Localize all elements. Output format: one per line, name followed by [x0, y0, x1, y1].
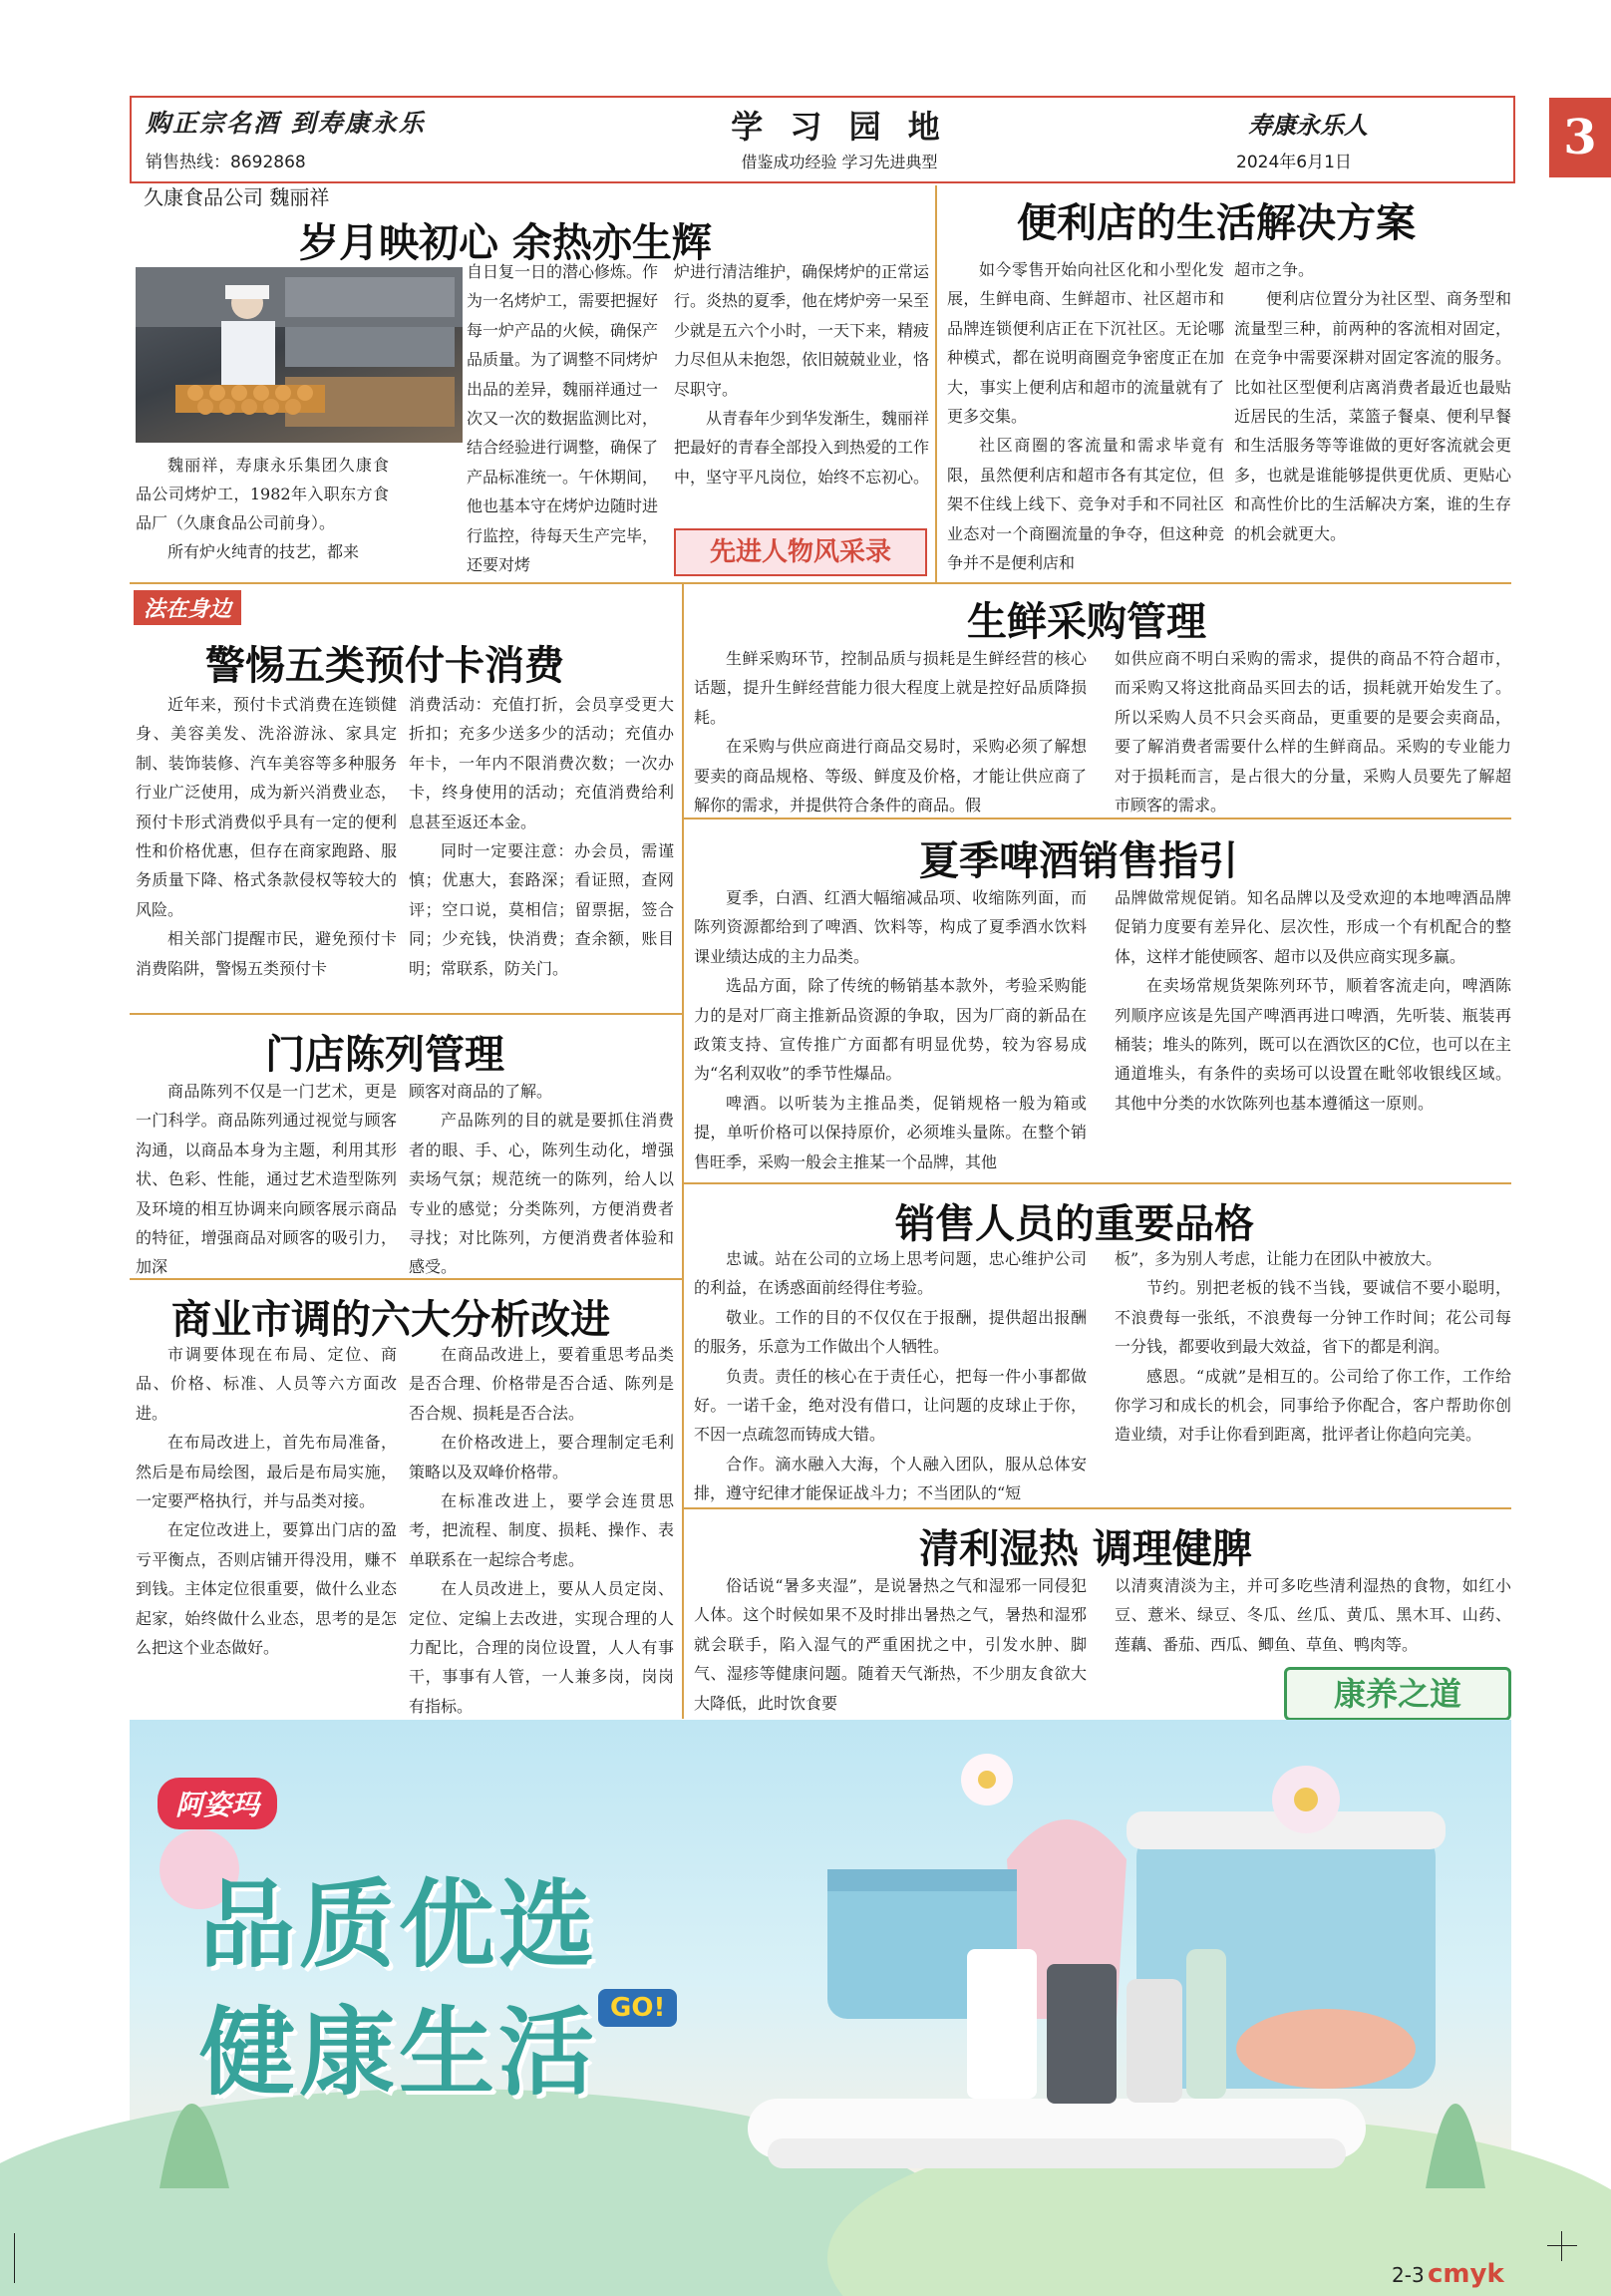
paragraph: 在卖场常规货架陈列环节，顺着客流走向，啤酒陈列顺序应该是先国产啤酒再进口啤酒，先听装、瓶装再桶装；堆头的陈列，既可以在酒饮区的C位，也可以在主通道堆头，有条件的卖场可以设置在毗邻收银线区域。其他中分类的水饮陈列也基本遵循这一原则。 — [1115, 976, 1511, 1113]
law-column-1 — [136, 690, 397, 983]
research-column-1 — [136, 1340, 397, 1662]
health-column-1 — [694, 1571, 1087, 1718]
paragraph: 敬业。工作的目的不仅仅在于报酬，提供超出报酬的服务，乐意为工作做出个人牺牲。 — [694, 1307, 1087, 1357]
fresh-column-1 — [694, 644, 1087, 820]
beer-column-2 — [1115, 883, 1511, 1118]
paragraph: 顾客对商品的了解。 — [409, 1082, 553, 1101]
beer-column-1 — [694, 883, 1087, 1176]
ad-banner — [130, 1720, 1511, 2198]
paragraph: 品牌做常规促销。知名品牌以及受欢迎的本地啤酒品牌促销力度要有差异化、层次性，形成一个有机配合的整体，这样才能使顾客、超市以及供应商实现多赢。 — [1115, 888, 1511, 966]
paragraph: 夏季，白酒、红酒大幅缩减品项、收缩陈列面，而陈列资源都给到了啤酒、饮料等，构成了夏季酒水饮料课业绩达成的主力品类。 — [694, 888, 1087, 966]
paragraph: 感恩。“成就”是相互的。公司给了你工作，工作给你学习和成长的机会，同事给予你配合，客户帮助你创造业绩，对手让你看到距离，批评者让你趋向完美。 — [1115, 1366, 1511, 1445]
beer-headline: 夏季啤酒销售指引 — [919, 837, 1238, 884]
convenience-headline: 便利店的生活解决方案 — [1017, 199, 1416, 246]
display-column-2 — [409, 1077, 674, 1282]
column-stamp: 先进人物风采录 — [674, 528, 927, 576]
paragraph: 在商品改进上，要着重思考品类是否合理、价格带是否合适、陈列是否合规、损耗是否合法。 — [409, 1345, 674, 1423]
paragraph: 板”，多为别人考虑，让能力在团队中被放大。 — [1115, 1249, 1443, 1268]
cmyk-mark: cmyk — [1428, 2259, 1504, 2289]
paragraph: 在采购与供应商进行商品交易时，采购必须了解想要卖的商品规格、等级、鲜度及价格，才能让供应商了解你的需求，并提供符合条件的商品。假 — [694, 737, 1087, 816]
brand-logo-text: 寿康永乐人 — [1248, 111, 1368, 140]
crop-mark — [14, 2233, 15, 2283]
page-number: 3 — [1549, 98, 1611, 177]
paragraph: 在标准改进上，要学会连贯思考，把流程、制度、损耗、操作、表单联系在一起综合考虑。 — [409, 1491, 674, 1569]
paragraph: 社区商圈的客流量和需求毕竟有限，虽然便利店和超市各有其定位，但架不住线上线下、竞争对手和不同社区业态对一个商圈流量的争夺，但这种竞争并不是便利店和 — [947, 436, 1224, 573]
fresh-column-2 — [1115, 644, 1511, 820]
paragraph: 近年来，预付卡式消费在连锁健身、美容美发、洗浴游泳、家具定制、装饰装修、汽车美容等多种服务行业广泛使用，成为新兴消费业态，预付卡形式消费似乎具有一定的便利性和价格优惠，但存在商家跑路、服务质量下降、格式条款侵权等较大的风险。 — [136, 695, 397, 919]
column-badge: 康养之道 — [1284, 1667, 1511, 1721]
divider — [130, 582, 1511, 584]
display-column-1 — [136, 1077, 397, 1282]
section-title: 学 习 园 地 — [731, 108, 948, 146]
crop-mark — [1547, 2245, 1577, 2246]
paragraph: 俗话说“暑多夹湿”，是说暑热之气和湿邪一同侵犯人体。这个时候如果不及时排出暑热之气，暑热和湿邪就会联手，陷入湿气的严重困扰之中，引发水肿、脚气、湿疹等健康问题。随着天气渐热，不少朋友食欲大大降低，此时饮食要 — [694, 1576, 1087, 1713]
divider — [682, 582, 684, 1719]
section-subtitle: 借鉴成功经验 学习先进典型 — [741, 153, 938, 171]
profile-column-3 — [674, 257, 929, 492]
paragraph: 从青春年少到华发渐生，魏丽祥把最好的青春全部投入到热爱的工作中，坚守平凡岗位，始终不忘初心。 — [674, 409, 930, 487]
research-headline: 商业市调的六大分析改进 — [171, 1296, 610, 1343]
paragraph: 炉进行清洁维护，确保烤炉的正常运行。炎热的夏季，他在烤炉旁一呆至少就是五六个小时，一天下来，精疲力尽但从未抱怨，依旧兢兢业业，恪尽职守。 — [674, 262, 930, 399]
paragraph: 在布局改进上，首先布局准备，然后是布局绘图，最后是布局实施，一定要严格执行，并与品类对接。 — [136, 1433, 397, 1511]
profile-headline: 岁月映初心 余热亦生辉 — [299, 219, 712, 266]
paragraph: 消费活动：充值打折，会员享受更大折扣；充多少送多少的活动；充值办年卡，一年内不限消费次数；一次办卡，终身使用的活动；充值消费给利息甚至返还本金。 — [409, 695, 674, 831]
paragraph: 在定位改进上，要算出门店的盈亏平衡点，否则店铺开得没用，赚不到钱。主体定位很重要，做什么业态起家，始终做什么业态，思考的是怎么把这个业态做好。 — [136, 1520, 397, 1658]
sales-column-1 — [694, 1244, 1087, 1508]
baker-illustration — [136, 267, 463, 443]
paragraph: 同时一定要注意：办会员，需谨慎；优惠大，套路深；看证照，查网评；空口说，莫相信；留票据，签合同；少充钱，快消费；查余额，账目明；常联系，防关门。 — [409, 841, 674, 978]
law-column-2 — [409, 690, 674, 983]
paragraph: 超市之争。 — [1234, 260, 1315, 279]
law-headline: 警惕五类预付卡消费 — [205, 642, 564, 689]
divider — [935, 185, 937, 582]
divider — [130, 1013, 682, 1015]
paragraph: 负责。责任的核心在于责任心，把每一件小事都做好。一诺千金，绝对没有借口，让问题的皮球止于你，不因一点疏忽而铸成大错。 — [694, 1366, 1087, 1445]
baker-photo — [136, 267, 463, 443]
paragraph: 选品方面，除了传统的畅销基本款外，考验采购能力的是对厂商主推新品资源的争取，因为厂商的新品在政策支持、宣传推广方面都有明显优势，较为容易成为“名利双收”的季节性爆品。 — [694, 976, 1087, 1084]
profile-column-2 — [467, 257, 658, 579]
issue-date: 2024年6月1日 — [1236, 153, 1352, 172]
paragraph: 生鲜采购环节，控制品质与损耗是生鲜经营的核心话题，提升生鲜经营能力很大程度上就是控好品质降损耗。 — [694, 649, 1087, 727]
caption-text: 魏丽祥，寿康永乐集团久康食品公司烤炉工，1982年入职东方食品厂（久康食品公司前身）。 — [136, 456, 389, 532]
masthead — [130, 96, 1597, 183]
ad-brand-logo: 阿姿玛 — [158, 1778, 277, 1829]
photo-caption — [136, 451, 389, 566]
paragraph: 在价格改进上，要合理制定毛利策略以及双峰价格带。 — [409, 1433, 674, 1481]
paragraph: 忠诚。站在公司的立场上思考问题，忠心维护公司的利益，在诱惑面前经得住考验。 — [694, 1249, 1087, 1298]
ad-slogan-line-1: 品质优选 — [199, 1869, 598, 1981]
sales-headline: 销售人员的重要品格 — [895, 1200, 1254, 1247]
crop-mark — [1561, 2231, 1562, 2261]
masthead-hotline: 销售热线：8692868 — [146, 153, 306, 172]
ad-slogan-line-2: 健康生活 — [199, 1997, 598, 2109]
paragraph: 便利店位置分为社区型、商务型和流量型三种，前两种的客流相对固定，在竞争中需要深耕对固定客流的服务。比如社区型便利店离消费者最近也最贴近居民的生活，菜篮子餐桌、便利早餐和生活服务等等谁做的更好客流就会更多，也就是谁能够提供更优质、更贴心和高性价比的生活解决方案，谁的生存的机会就更大。 — [1234, 289, 1511, 543]
paragraph: 以清爽清淡为主，并可多吃些清利湿热的食物，如红小豆、薏米、绿豆、冬瓜、丝瓜、黄瓜、黑木耳、山药、莲藕、番茄、西瓜、鲫鱼、草鱼、鸭肉等。 — [1115, 1576, 1511, 1654]
health-headline: 清利湿热 调理健脾 — [919, 1525, 1252, 1572]
divider — [682, 1182, 1511, 1184]
convenience-column-2 — [1234, 255, 1511, 548]
ad-go-sign: GO! — [598, 1989, 677, 2027]
research-column-2 — [409, 1340, 674, 1721]
paragraph: 在人员改进上，要从人员定岗、定位、定编上去改进，实现合理的人力配比，合理的岗位设置，人人有事干，事事有人管，一人兼多岗，岗岗有指标。 — [409, 1579, 674, 1716]
byline: 久康食品公司 魏丽祥 — [144, 185, 330, 209]
health-column-2 — [1115, 1571, 1511, 1659]
plate-number: 2-3 — [1392, 2263, 1425, 2287]
masthead-slogan: 购正宗名酒 到寿康永乐 — [146, 109, 426, 138]
paragraph: 相关部门提醒市民，避免预付卡消费陷阱，警惕五类预付卡 — [136, 929, 397, 978]
convenience-column-1 — [947, 255, 1224, 577]
sales-column-2 — [1115, 1244, 1511, 1450]
paragraph: 如供应商不明白采购的需求，提供的商品不符合超市，而采购又将这批商品买回去的话，损耗就开始发生了。所以采购人员不只会买商品，更重要的是要会卖商品，要了解消费者需要什么样的生鲜商品。采购的专业能力对于损耗而言，是占很大的分量，采购人员要先了解超市顾客的需求。 — [1115, 649, 1511, 816]
display-headline: 门店陈列管理 — [265, 1031, 504, 1078]
paragraph: 商品陈列不仅是一门艺术，更是一门科学。商品陈列通过视觉与顾客沟通，以商品本身为主题，利用其形状、色彩、性能，通过艺术造型陈列及环境的相互协调来向顾客展示商品的特征，增强商品对顾客的吸引力，加深 — [136, 1082, 397, 1277]
paragraph: 啤酒。以听装为主推品类，促销规格一般为箱或提，单听价格可以保持原价，必须堆头量陈。在整个销售旺季，采购一般会主推某一个品牌，其他 — [694, 1093, 1087, 1171]
paragraph: 市调要体现在布局、定位、商品、价格、标准、人员等六方面改进。 — [136, 1345, 397, 1423]
paragraph: 如今零售开始向社区化和小型化发展，生鲜电商、生鲜超市、社区超市和品牌连锁便利店正在下沉社区。无论哪种模式，都在说明商圈竞争密度正在加大，事实上便利店和超市的流量就有了更多交集。 — [947, 260, 1224, 427]
paragraph: 产品陈列的目的就是要抓住消费者的眼、手、心，陈列生动化，增强卖场气氛；规范统一的陈列，给人以专业的感觉；分类陈列，方便消费者寻找；对比陈列，方便消费者体验和感受。 — [409, 1111, 674, 1277]
paragraph: 节约。别把老板的钱不当钱，要诚信不要小聪明，不浪费每一张纸，不浪费每一分钟工作时间；花公司每一分钱，都要收到最大效益，省下的都是利润。 — [1115, 1278, 1511, 1357]
caption-text: 所有炉火纯青的技艺，都来 — [167, 542, 360, 561]
paragraph: 合作。滴水融入大海，个人融入团队，服从总体安排，遵守纪律才能保证战斗力；不当团队的“短 — [694, 1454, 1087, 1503]
fresh-headline: 生鲜采购管理 — [967, 598, 1206, 645]
section-tag: 法在身边 — [134, 590, 241, 625]
paragraph: 自日复一日的潜心修炼。作为一名烤炉工，需要把握好每一炉产品的火候，确保产品质量。为了调整不同烤炉出品的差异，魏丽祥通过一次又一次的数据监测比对，结合经验进行调整，确保了产品标准统一。午休期间，他也基本守在烤炉边随时进行监控，待每天生产完毕，还要对烤 — [467, 262, 659, 575]
